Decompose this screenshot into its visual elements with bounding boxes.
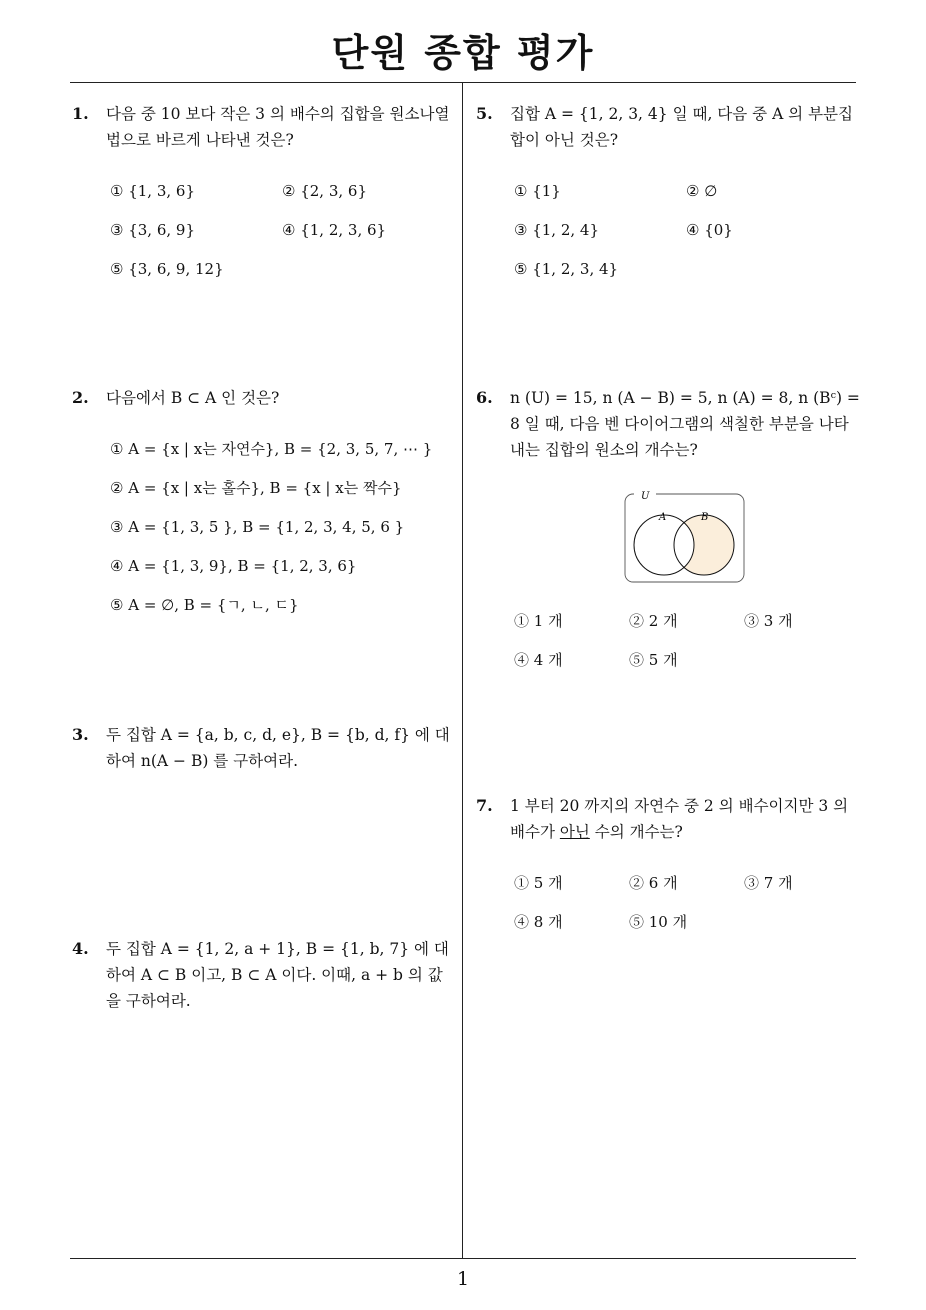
choice-4[interactable]: ④ 8 개	[514, 913, 563, 931]
choice-list	[476, 179, 861, 296]
choice-5[interactable]: ⑤ {3, 6, 9, 12}	[110, 260, 224, 278]
choice-1[interactable]: ① A = {x | x는 자연수}, B = {2, 3, 5, 7, ⋯ }	[110, 440, 433, 458]
question-6	[476, 385, 861, 687]
choice-1[interactable]: ① 5 개	[514, 874, 563, 892]
page-number: 1	[456, 1268, 470, 1290]
question-text: 다음에서 B ⊂ A 인 것은?	[106, 389, 280, 407]
choice-5[interactable]: ⑤ A = ∅, B = {ㄱ, ㄴ, ㄷ}	[110, 596, 299, 614]
question-number: 4.	[72, 939, 89, 958]
question-number: 2.	[72, 388, 89, 407]
u-label: U	[641, 491, 650, 502]
question-text: 두 집합 A = {a, b, c, d, e}, B = {b, d, f} 에 대하여 n(A − B) 를 구하여라.	[106, 726, 450, 770]
choice-2[interactable]: ② {2, 3, 6}	[282, 182, 368, 200]
question-text-end: 수의 개수는?	[589, 823, 683, 841]
question-number: 3.	[72, 725, 89, 744]
bottom-rule	[70, 1258, 856, 1259]
question-1	[72, 101, 457, 296]
choice-3[interactable]: ③ 3 개	[744, 612, 793, 630]
underlined-word: 아닌	[559, 823, 590, 841]
venn-diagram	[624, 487, 748, 587]
choice-1[interactable]: ① {1}	[514, 182, 561, 200]
choice-2[interactable]: ② 6 개	[629, 874, 678, 892]
question-text: 1 부터 20 까지의 자연수 중 2 의 배수이지만 3 의 배수가	[510, 797, 849, 841]
choice-list	[72, 437, 457, 632]
choice-1[interactable]: ① {1, 3, 6}	[110, 182, 196, 200]
choice-4[interactable]: ④ {0}	[686, 221, 733, 239]
choice-3[interactable]: ③ A = {1, 3, 5 }, B = {1, 2, 3, 4, 5, 6 }	[110, 518, 405, 536]
choice-4[interactable]: ④ {1, 2, 3, 6}	[282, 221, 387, 239]
choice-3[interactable]: ③ {3, 6, 9}	[110, 221, 196, 239]
question-4	[72, 936, 457, 1014]
column-divider	[462, 83, 463, 1259]
choice-5[interactable]: ⑤ {1, 2, 3, 4}	[514, 260, 619, 278]
choice-3[interactable]: ③ 7 개	[744, 874, 793, 892]
choice-5[interactable]: ⑤ 5 개	[629, 651, 678, 669]
choice-5[interactable]: ⑤ 10 개	[629, 913, 688, 931]
question-number: 6.	[476, 388, 493, 407]
question-2	[72, 385, 457, 632]
question-number: 5.	[476, 104, 493, 123]
question-text: 두 집합 A = {1, 2, a + 1}, B = {1, b, 7} 에 대하여 A ⊂ B 이고, B ⊂ A 이다. 이때, a + b 의 값을 구하여라.	[106, 940, 449, 1010]
choice-2[interactable]: ② ∅	[686, 182, 718, 200]
question-number: 1.	[72, 104, 89, 123]
choice-2[interactable]: ② A = {x | x는 홀수}, B = {x | x는 짝수}	[110, 479, 402, 497]
top-rule	[70, 82, 856, 83]
question-text: 집합 A = {1, 2, 3, 4} 일 때, 다음 중 A 의 부분집합이 아닌 것은?	[510, 105, 854, 149]
a-label: A	[659, 512, 667, 523]
venn-svg	[624, 487, 748, 587]
question-text: n (U) = 15, n (A − B) = 5, n (A) = 8, n (Bᶜ) = 8 일 때, 다음 벤 다이어그램의 색칠한 부분을 나타내는 집합의 원소의 개수는?	[510, 389, 860, 459]
b-label: B	[701, 512, 709, 523]
choice-3[interactable]: ③ {1, 2, 4}	[514, 221, 600, 239]
question-5	[476, 101, 861, 296]
choice-list	[476, 609, 861, 687]
choice-1[interactable]: ① 1 개	[514, 612, 563, 630]
question-number: 7.	[476, 796, 493, 815]
choice-4[interactable]: ④ A = {1, 3, 9}, B = {1, 2, 3, 6}	[110, 557, 357, 575]
choice-list	[476, 871, 861, 949]
choice-list	[72, 179, 457, 296]
question-text: 다음 중 10 보다 작은 3 의 배수의 집합을 원소나열법으로 바르게 나타낸 것은?	[106, 105, 450, 149]
page-title: 단원 종합 평가	[331, 31, 595, 75]
choice-2[interactable]: ② 2 개	[629, 612, 678, 630]
question-3	[72, 722, 457, 774]
choice-4[interactable]: ④ 4 개	[514, 651, 563, 669]
question-7	[476, 793, 861, 949]
